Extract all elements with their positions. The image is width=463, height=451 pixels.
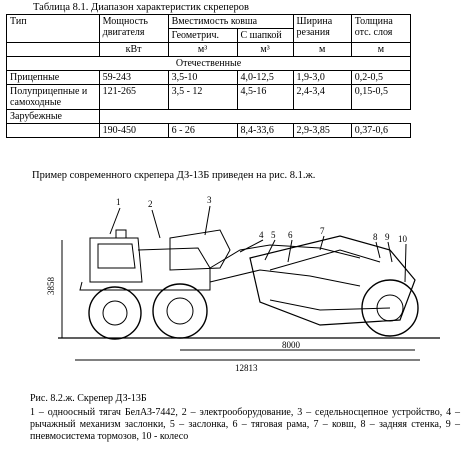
table-row [7, 85, 411, 110]
table-row [7, 71, 411, 85]
table-header-row [7, 15, 411, 29]
height-dimension: 3858 [46, 277, 56, 295]
front-wheel [89, 287, 141, 339]
caption-title: Рис. 8.2.ж. Скрепер ДЗ-13Б [30, 393, 147, 404]
header-capacity-cap: С шапкой [237, 29, 293, 43]
table-title: Таблица 8.1. Диапазон характеристик скреперов [33, 2, 249, 13]
equipment-block [170, 230, 230, 270]
callout-8: 8 [373, 232, 378, 242]
table-row [7, 124, 411, 138]
scraper-drawing [20, 190, 450, 390]
callout-7: 7 [320, 226, 325, 236]
traction-frame-top [210, 245, 360, 268]
bowl-rib [270, 250, 380, 270]
cell-cap: 4,0-12,5 [237, 71, 293, 85]
figure-reference: Пример современного скрепера ДЗ-13Б приведен на рис. 8.1.ж. [32, 170, 316, 181]
header-capacity: Вместимость ковша [168, 15, 293, 29]
figure-caption [30, 393, 460, 443]
unit-width: м [293, 43, 351, 57]
cell-power: 59-243 [99, 71, 168, 85]
cell-type [7, 124, 100, 138]
cell-geom: 3,5-10 [168, 71, 237, 85]
unit-power: кВт [99, 43, 168, 57]
cell-thickness: 0,37-0,6 [351, 124, 410, 138]
section-row [7, 110, 411, 124]
callout-9: 9 [385, 232, 390, 242]
header-type: Тип [7, 15, 100, 43]
cell-cap: 8,4-33,6 [237, 124, 293, 138]
length-inner: 8000 [282, 340, 300, 350]
cab-window [98, 244, 135, 268]
cell-width: 2,4-3,4 [293, 85, 351, 110]
cell-power: 190-450 [99, 124, 168, 138]
callout-2: 2 [148, 199, 153, 209]
section-foreign: Зарубежные [7, 110, 100, 124]
callout-1: 1 [116, 197, 121, 207]
cell-cap: 4,5-16 [237, 85, 293, 110]
callout-10: 10 [398, 234, 407, 244]
cell-type: Прицепные [7, 71, 100, 85]
cell-thickness: 0,15-0,5 [351, 85, 410, 110]
cell-geom: 6 - 26 [168, 124, 237, 138]
front-wheel-hub [103, 301, 127, 325]
unit-thickness: м [351, 43, 410, 57]
cell-width: 2,9-3,85 [293, 124, 351, 138]
cell-geom: 3,5 - 12 [168, 85, 237, 110]
unit-geom: м³ [168, 43, 237, 57]
cab-light [116, 230, 126, 238]
drive-wheel [153, 284, 207, 338]
cell-type: Полуприцепные и самоходные [7, 85, 100, 110]
cell-width: 1,9-3,0 [293, 71, 351, 85]
header-power: Мощность двигателя [99, 15, 168, 43]
bowl-edge [270, 300, 390, 310]
cell-power: 121-265 [99, 85, 168, 110]
cell-thickness: 0,2-0,5 [351, 71, 410, 85]
header-width: Ширина резания [293, 15, 351, 43]
caption-legend: 1 – одноосный тягач БелАЗ-7442, 2 – электрооборудование, 3 – седельносцепное устройство, 4 – рычажный механизм заслонки, 5 – заслонка, 6 – тяговая рама, 7 – ковш, 8 – задняя стенка, 9 – пневмосистема тормозов, 10 - колесо [30, 407, 460, 442]
section-domestic: Отечественные [7, 57, 411, 71]
callout-6: 6 [288, 230, 293, 240]
callout-5: 5 [271, 230, 276, 240]
unit-cap: м³ [237, 43, 293, 57]
scraper-spec-table [6, 14, 411, 138]
drive-wheel-hub [167, 298, 193, 324]
callout-4: 4 [259, 230, 264, 240]
section-row [7, 57, 411, 71]
header-thickness: Толщина отс. слоя [351, 15, 410, 43]
callout-3: 3 [207, 195, 212, 205]
traction-frame-bottom [210, 270, 360, 286]
units-row [7, 43, 411, 57]
length-total: 12813 [235, 363, 258, 373]
header-capacity-geom: Геометрич. [168, 29, 237, 43]
